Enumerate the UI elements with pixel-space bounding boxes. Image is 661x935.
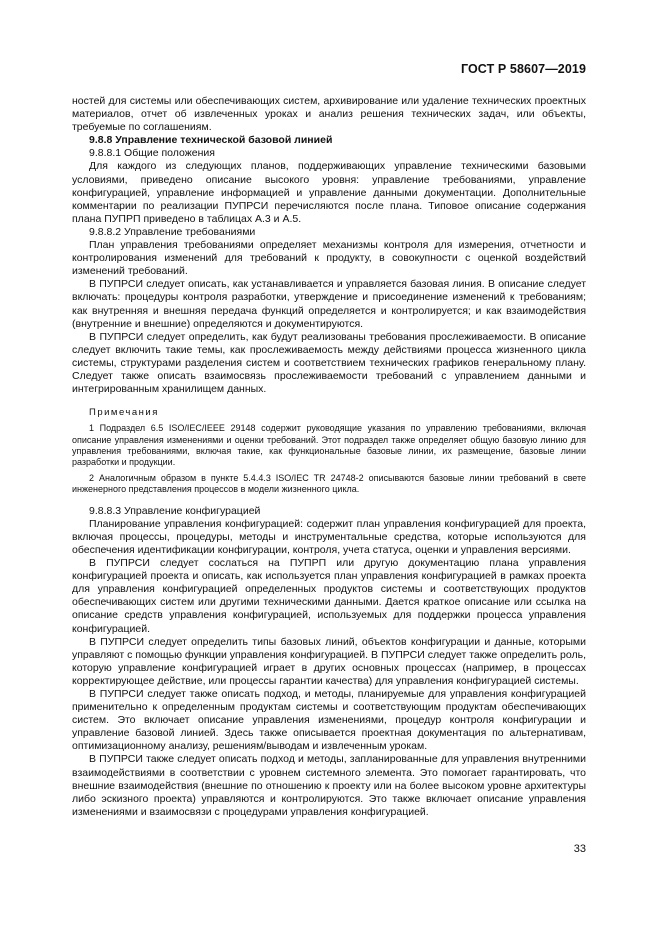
page-content [72, 95, 586, 819]
paragraph-continuation: ностей для системы или обеспечивающих систем, архивирование или удаление технических проектных материалов, отчет об извлеченных уроках и анализ решения технических задач, или объекты, требуемые по соглашениям. [72, 95, 586, 134]
notes-title: Примечания [89, 407, 159, 419]
paragraph: В ПУПРСИ следует также описать подход, и методы, планируемые для управления конфигурацией применительно к определенным продуктам системы и соответствующим продуктам обеспечивающих систем. Это включает описание управления изменениями, процедур контроля конфигурации и управление базовой линией. Здесь также описывается проектная документация по альтернативам, оптимизационному анализу, решениям/выводам и извлеченным урокам. [72, 688, 586, 753]
paragraph: В ПУПРСИ следует определить типы базовых линий, объектов конфигурации и данные, которыми управляют с помощью функции управления конфигурацией. В ПУПРСИ следует также определить роль, которую управление конфигурацией играет в других основных процессах (например, в процессах корректирующее действие, или процессы гарантии качества) для управления конфигурацией системы. [72, 635, 586, 687]
document-id-header: ГОСТ Р 58607—2019 [460, 62, 586, 76]
note-2: 2 Аналогичным образом в пункте 5.4.4.3 ISO/IEC TR 24748-2 описываются базовые линии требований в свете инженерного представления процессов в модели жизненного цикла. [72, 472, 586, 495]
subsection-heading-9-8-8-3: 9.8.8.3 Управление конфигурацией [89, 504, 261, 517]
subsection-heading-9-8-8-1: 9.8.8.1 Общие положения [89, 147, 215, 160]
section-heading-9-8-8: 9.8.8 Управление технической базовой линией [89, 134, 333, 147]
paragraph: В ПУПРСИ следует определить, как будут реализованы требования прослеживаемости. В описание следует включить такие темы, как прослеживаемость между действиями процесса жизненного цикла системы, структурами разделения систем и соответствием технических графиков генеральному плану. Следует также описать взаимосвязь прослеживаемости требований с управлением данными и интегрированным хранилищем данных. [72, 330, 586, 396]
page-number: 33 [573, 843, 586, 855]
note-1: 1 Подраздел 6.5 ISO/IEC/IEEE 29148 содержит руководящие указания по управлению требованиями, включая описание управления изменениями и оценки требований. Этот подраздел также определяет общую базовую линию для управления требованиями, включая такие, как функциональные базовые линии, их размещение, базовые линии разработки и продукции. [72, 423, 586, 468]
paragraph: В ПУПРСИ следует описать, как устанавливается и управляется базовая линия. В описание следует включать: процедуры контроля разработки, утверждение и присоединение изменений к требованиям; как внутренняя и внешняя передача функций определяется и контролируется; и как взаимодействия (внутренние и внешние) определяются и документируются. [72, 278, 586, 330]
paragraph: Планирование управления конфигурацией: содержит план управления конфигурацией для проекта, включая процессы, процедуры, методы и инструментальные средства, которые используются для обеспечения идентификации конфигурации, контроля, учета статуса, оценки и управления версиями. [72, 517, 586, 556]
paragraph: В ПУПРСИ также следует описать подход и методы, запланированные для управления внутренними взаимодействиями в соответствии с уровнем системного элемента. Это помогает гарантировать, что внешние взаимодействия (внешние по отношению к проекту или на более высоком уровне архитектуры либо эскизного проекта) управляются и контролируются. Это также включает описание управления изменениями и взаимосвязи с процедурами управления конфигурацией. [72, 753, 586, 818]
paragraph: Для каждого из следующих планов, поддерживающих управление техническими базовыми условиями, приведено описание высокого уровня: управление требованиями, управление конфигурацией, управление информацией и управление данными документации. Дополнительные комментарии по реализации ПУПРСИ перечисляются после плана. Типовое описание содержания плана ПУПРП приведено в таблицах А.3 и А.5. [72, 160, 586, 225]
paragraph: В ПУПРСИ следует сослаться на ПУПРП или другую документацию плана управления конфигурацией проекта и описать, как используется план управления конфигурацией в рамках проекта для управления конфигурацией определенных продуктов системы и соответствующих продуктов обеспечивающих систем или другими техническими данными. Дается краткое описание или ссылка на описание средств управления конфигурацией, используемых для поддержки процесса управления конфигурацией. [72, 557, 586, 635]
subsection-heading-9-8-8-2: 9.8.8.2 Управление требованиями [89, 225, 256, 238]
paragraph: План управления требованиями определяет механизмы контроля для измерения, отчетности и контролирования изменений для требований к продукту, в совокупности с оценкой воздействий изменений требований. [72, 239, 586, 278]
